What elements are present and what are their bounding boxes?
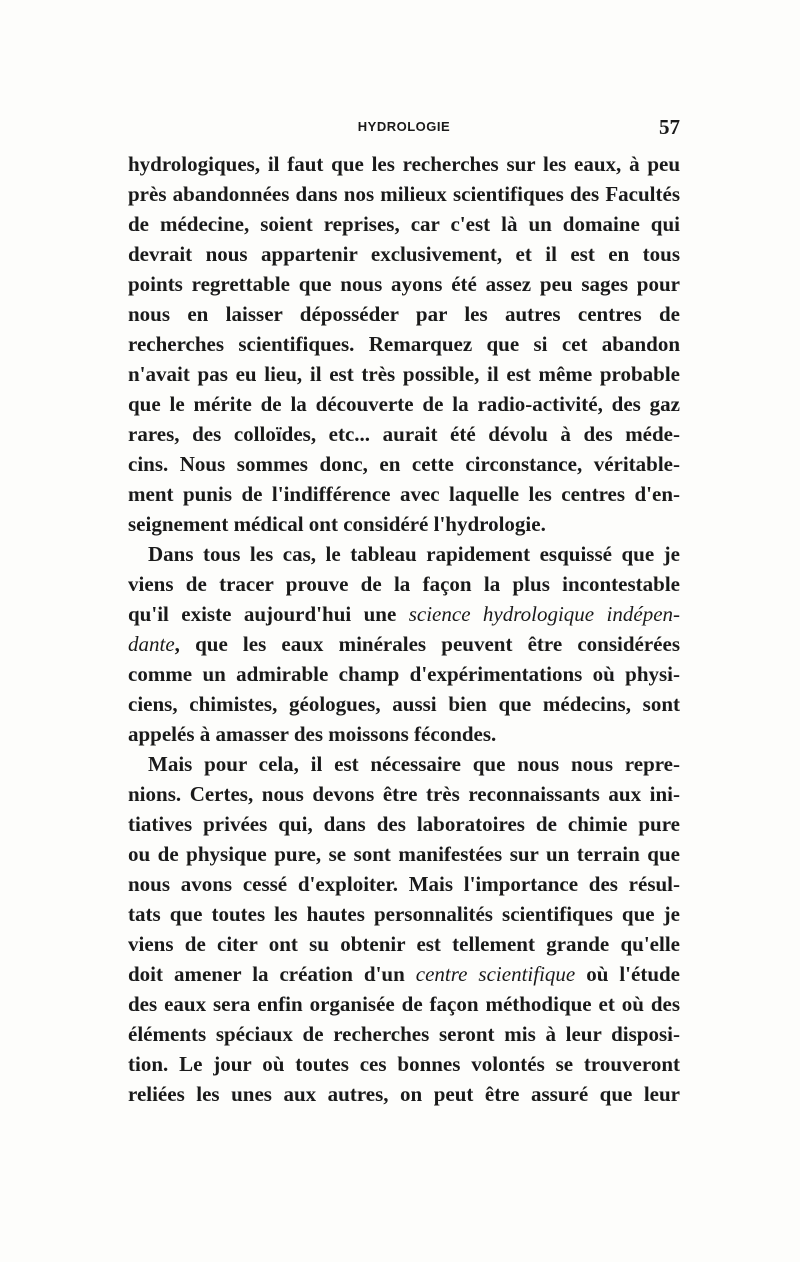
text-line: ou de physique pure, se sont manifestées sur un terrain que [128,842,680,866]
text-line: comme un admirable champ d'expérimentations où physi- [128,662,680,686]
text-line: viens de citer ont su obtenir est tellement grande qu'elle [128,932,680,956]
italic-phrase: dante [128,632,175,656]
text-line: reliées les unes aux autres, on peut être assuré que leur [128,1082,680,1106]
text-line [128,599,680,629]
text-line: éléments spéciaux de recherches seront mis à leur disposi- [128,1022,680,1046]
italic-phrase: centre scientifique [415,962,576,986]
text-line: cins. Nous sommes donc, en cette circonstance, véritable- [128,452,680,476]
text-line: rares, des colloïdes, etc... aurait été dévolu à des méde- [128,422,680,446]
text-line: appelés à amasser des moissons fécondes. [128,722,497,746]
text-line: tion. Le jour où toutes ces bonnes volontés se trouveront [128,1052,680,1076]
paragraph-1 [128,149,680,539]
text-line: des eaux sera enfin organisée de façon méthodique et où des [128,992,680,1016]
text-fragment: doit amener la création d'un [128,962,416,986]
text-line: tats que toutes les hautes personnalités scientifiques que je [128,902,680,926]
text-line: ciens, chimistes, géologues, aussi bien que médecins, sont [128,692,680,716]
italic-phrase: science hydrologique indépen- [408,602,680,626]
text-line: nions. Certes, nous devons être très reconnaissants aux ini- [128,782,680,806]
text-line: n'avait pas eu lieu, il est très possible, il est même probable [128,362,680,386]
paragraph-2 [128,539,680,749]
text-fragment: qu'il existe aujourd'hui une [128,602,409,626]
text-line: nous avons cessé d'exploiter. Mais l'importance des résul- [128,872,680,896]
text-line: Mais pour cela, il est nécessaire que nous nous repre- [148,752,680,776]
body-text [128,149,680,1109]
text-line: points regrettable que nous ayons été assez peu sages pour [128,272,680,296]
text-line: tiatives privées qui, dans des laboratoires de chimie pure [128,812,680,836]
text-line: nous en laisser déposséder par les autres centres de [128,302,680,326]
text-line: devrait nous appartenir exclusivement, et il est en tous [128,242,680,266]
text-line [128,959,680,989]
text-fragment: où l'étude [575,962,680,986]
text-line: que le mérite de la découverte de la radio-activité, des gaz [128,392,680,416]
page-number: 57 [659,115,680,139]
text-line: viens de tracer prouve de la façon la plus incontestable [128,572,680,596]
text-line: ment punis de l'indifférence avec laquelle les centres d'en- [128,482,680,506]
running-title: HYDROLOGIE [357,119,451,134]
text-fragment: , que les eaux minérales peuvent être considérées [174,632,680,656]
text-line: de médecine, soient reprises, car c'est là un domaine qui [128,212,680,236]
text-line: près abandonnées dans nos milieux scientifiques des Facultés [128,182,680,206]
text-line [128,629,680,659]
text-line: hydrologiques, il faut que les recherches sur les eaux, à peu [128,152,680,176]
text-line: seignement médical ont considéré l'hydrologie. [128,512,546,536]
paragraph-3 [128,749,680,1109]
text-line: recherches scientifiques. Remarquez que si cet abandon [128,332,680,356]
running-head [128,115,680,143]
text-line: Dans tous les cas, le tableau rapidement esquissé que je [148,542,680,566]
